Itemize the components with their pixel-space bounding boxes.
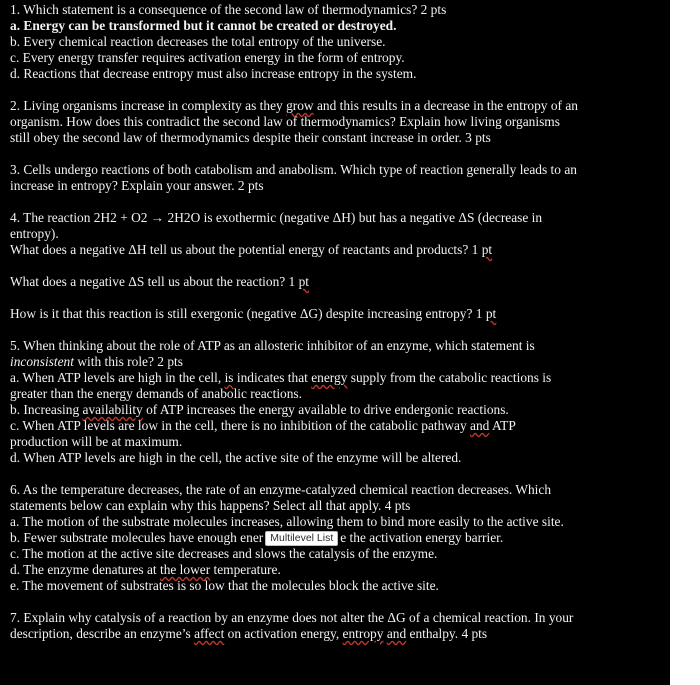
question-6	[10, 482, 662, 594]
question-3-line-1: 3. Cells undergo reactions of both catabolism and anabolism. Which type of reaction generally leads to an	[10, 162, 577, 177]
multilevel-list-tooltip[interactable]: Multilevel List	[265, 531, 338, 546]
question-3	[10, 162, 662, 194]
spellcheck-word: and	[470, 418, 490, 433]
question-1-option-b: b. Every chemical reaction decreases the total entropy of the universe.	[10, 34, 386, 49]
question-7-line-2: description, describe an enzyme’s affect on activation energy, entropy and enthalpy. 4 pts	[10, 626, 488, 641]
question-2-line-1: 2. Living organisms increase in complexity as they grow and this results in a decrease in the entropy of an	[10, 98, 578, 113]
question-2-line-3: still obey the second law of thermodynamics despite their constant increase in order. 3 pts	[10, 130, 491, 145]
spellcheck-word: entropy	[342, 626, 384, 641]
question-6-option-d: d. The enzyme denatures at the lower temperature.	[10, 562, 281, 577]
question-5-line-2: inconsistent with this role? 2 pts	[10, 354, 183, 369]
spellcheck-word: and	[386, 626, 407, 641]
question-1-stem: 1. Which statement is a consequence of the second law of thermodynamics? 2 pts	[10, 2, 447, 17]
question-4-line-2: entropy).	[10, 226, 59, 241]
spellcheck-word: energy	[311, 370, 348, 385]
question-6-option-c: c. The motion at the active site decreases and slows the catalysis of the enzyme.	[10, 546, 438, 561]
spellcheck-word: pt	[481, 242, 493, 257]
question-4-part-3: How is it that this reaction is still exergonic (negative ΔG) despite increasing entropy? 1 pt	[10, 306, 497, 321]
question-4-part-2: What does a negative ΔS tell us about the reaction? 1 pt	[10, 274, 310, 289]
question-3-line-2: increase in entropy? Explain your answer. 2 pts	[10, 178, 264, 193]
question-5-option-a: a. When ATP levels are high in the cell, is indicates that energy supply from the catabolic reactions is	[10, 370, 552, 385]
question-2-line-2: organism. How does this contradict the second law of thermodynamics? Explain how living organisms	[10, 114, 560, 129]
question-4	[10, 210, 662, 322]
question-4-part-1: What does a negative ΔH tell us about the potential energy of reactants and products? 1 pt	[10, 242, 493, 257]
question-6-option-e: e. The movement of substrates is so low that the molecules block the active site.	[10, 578, 439, 593]
question-6-option-a: a. The motion of the substrate molecules increases, allowing them to bind more easily to the active site.	[10, 514, 564, 529]
question-5-option-c-cont: production will be at maximum.	[10, 434, 183, 449]
question-5-option-c: c. When ATP levels are low in the cell, there is no inhibition of the catabolic pathway and ATP	[10, 418, 516, 433]
question-5-option-a-cont: greater than the energy demands of anabolic reactions.	[10, 386, 302, 401]
question-5	[10, 338, 662, 466]
spellcheck-word: pt	[485, 306, 497, 321]
question-5-option-b: b. Increasing availability of ATP increases the energy available to drive endergonic reactions.	[10, 402, 509, 417]
spellcheck-word: the lower	[159, 562, 211, 577]
question-6-line-2: statements below can explain why this happens? Select all that apply. 4 pts	[10, 498, 411, 513]
question-2	[10, 98, 662, 146]
spellcheck-word: grow	[286, 98, 314, 113]
question-7-line-1: 7. Explain why catalysis of a reaction by an enzyme does not alter the ΔG of a chemical reaction. In your	[10, 610, 574, 625]
spellcheck-word: affect	[194, 626, 225, 641]
question-1-option-c: c. Every energy transfer requires activation energy in the form of entropy.	[10, 50, 405, 65]
question-1	[10, 2, 662, 82]
question-7	[10, 610, 662, 642]
question-5-line-1: 5. When thinking about the role of ATP as an allosteric inhibitor of an enzyme, which statement is	[10, 338, 535, 353]
question-6-line-1: 6. As the temperature decreases, the rate of an enzyme-catalyzed chemical reaction decreases. Which	[10, 482, 552, 497]
spellcheck-word: availability	[82, 402, 143, 417]
spellcheck-word: is	[224, 370, 234, 385]
question-4-line-1: 4. The reaction 2H2 + O2 → 2H2O is exothermic (negative ΔH) but has a negative ΔS (decrease in	[10, 210, 543, 225]
question-1-option-d: d. Reactions that decrease entropy must also increase entropy in the system.	[10, 66, 417, 81]
question-1-option-a: a. Energy can be transformed but it cannot be created or destroyed.	[10, 18, 397, 33]
question-6-option-b: b. Fewer substrate molecules have enough ener Multilevel List e the activation energy barrier.	[10, 530, 504, 545]
spellcheck-word: pt	[298, 274, 310, 289]
page-margin	[670, 0, 700, 685]
question-5-option-d: d. When ATP levels are high in the cell, the active site of the enzyme will be altered.	[10, 450, 462, 465]
